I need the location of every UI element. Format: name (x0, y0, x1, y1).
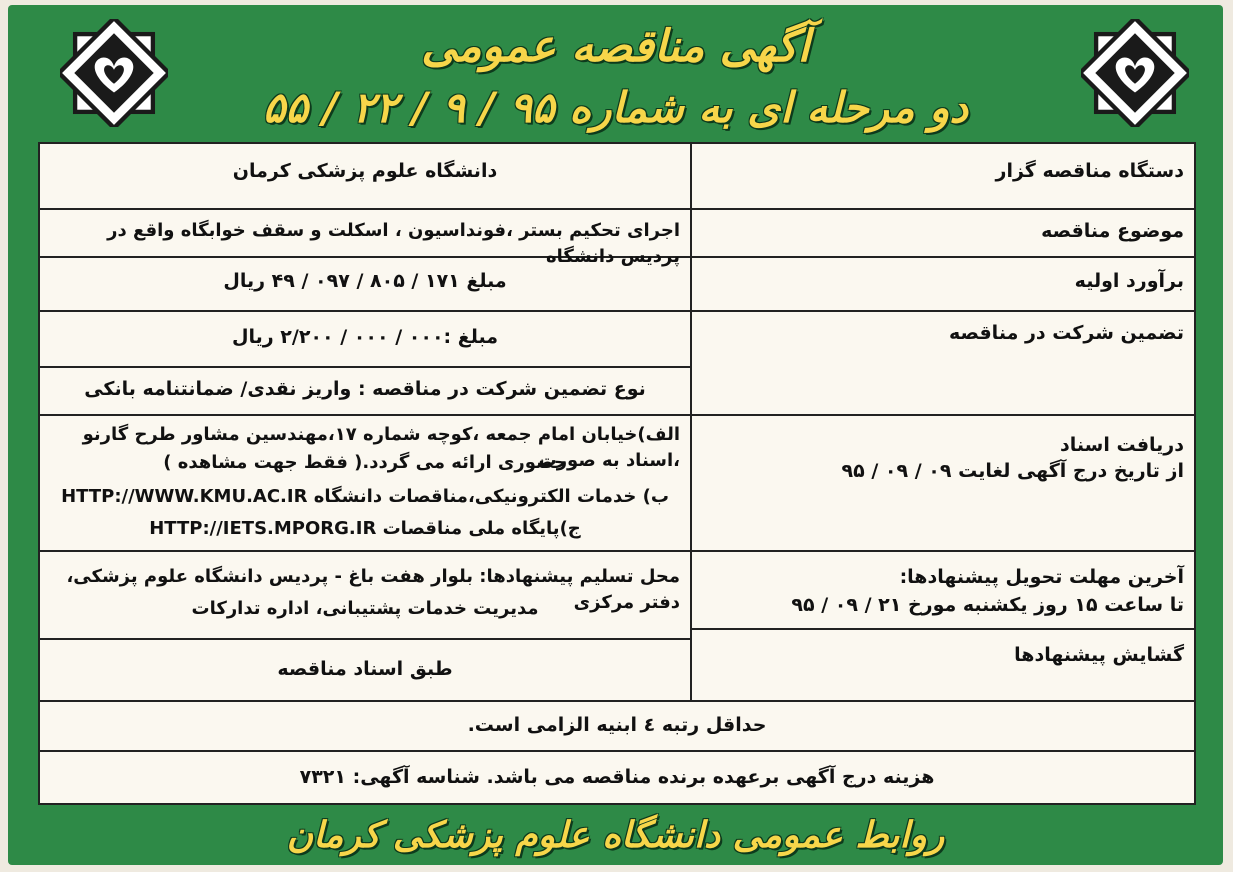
documents-line-c: ج)پایگاه ملی مناقصات HTTP://IETS.MPORG.IR (149, 518, 581, 539)
value-tender-subject: اجرای تحکیم بستر ،فونداسیون ، اسکلت و سقف خوابگاه واقع در پردیس دانشگاه (107, 220, 680, 267)
label-tender-organizer: دستگاه مناقصه گزار (995, 160, 1184, 182)
label-bid-guarantee: تضمین شرکت در مناقصه (949, 322, 1184, 344)
value-bid-guarantee-amount: مبلغ :۰۰۰ / ۰۰۰ / ۲/۲۰۰ ریال (231, 326, 499, 348)
value-bid-opening: طبق اسناد مناقصه (277, 658, 453, 680)
value-tender-organizer: دانشگاه علوم پزشکی کرمان (232, 160, 498, 182)
label-tender-subject: موضوع مناقصه (1041, 220, 1184, 242)
notice-title: آگهی مناقصه عمومی (421, 21, 810, 72)
public-relations-footer: روابط عمومی دانشگاه علوم پزشکی کرمان (286, 815, 945, 856)
tender-notice (8, 5, 1223, 865)
submission-location-line-2: مدیریت خدمات پشتیبانی، اداره تدارکات (191, 598, 539, 619)
label-receive-documents: دریافت اسناد (1060, 434, 1184, 456)
tender-info-table (38, 142, 1196, 805)
value-bid-guarantee-type: نوع تضمین شرکت در مناقصه : واریز نقدی/ ضمانتنامه بانکی (84, 378, 646, 400)
note-advertisement-fee: هزینه درج آگهی برعهده برنده مناقصه می باشد. شناسه آگهی: ۷۳۲۱ (299, 766, 935, 788)
label-initial-estimate: برآورد اولیه (1074, 270, 1184, 292)
label-receive-documents-date: از تاریخ درج آگهی لغایت ۰۹ / ۰۹ / ۹۵ (841, 460, 1184, 482)
value-initial-estimate: مبلغ ۱۷۱ / ۸۰۵ / ۰۹۷ / ۴۹ ریال (223, 270, 507, 292)
university-emblem-icon (1081, 19, 1189, 127)
documents-line-b: ب) خدمات الکترونیکی،مناقصات دانشگاه HTTP://WWW.KMU.AC.IR (61, 486, 669, 507)
documents-line-a2: حضوری ارائه می گردد.( فقط جهت مشاهده ) (163, 452, 567, 473)
submission-location-line-1: محل تسلیم پیشنهادها: بلوار هفت باغ - پردیس دانشگاه علوم پزشکی، دفتر مرکزی (66, 566, 680, 613)
label-submission-deadline-time: تا ساعت ۱۵ روز یکشنبه مورخ ۲۱ / ۰۹ / ۹۵ (791, 594, 1184, 616)
label-submission-deadline: آخرین مهلت تحویل پیشنهادها: (899, 566, 1184, 588)
university-emblem-icon (60, 19, 168, 127)
label-bid-opening: گشایش پیشنهادها (1014, 644, 1184, 666)
note-contractor-grade: حداقل رتبه ٤ ابنیه الزامی است. (467, 714, 767, 736)
notice-subtitle: دو مرحله ای به شماره ۹۵ / ۹ / ۲۲ / ۵۵ (262, 83, 969, 132)
documents-line-a: الف)خیابان امام جمعه ،کوچه شماره ۱۷،مهندسین مشاور طرح گارنو ،اسناد به صورت (82, 424, 680, 471)
